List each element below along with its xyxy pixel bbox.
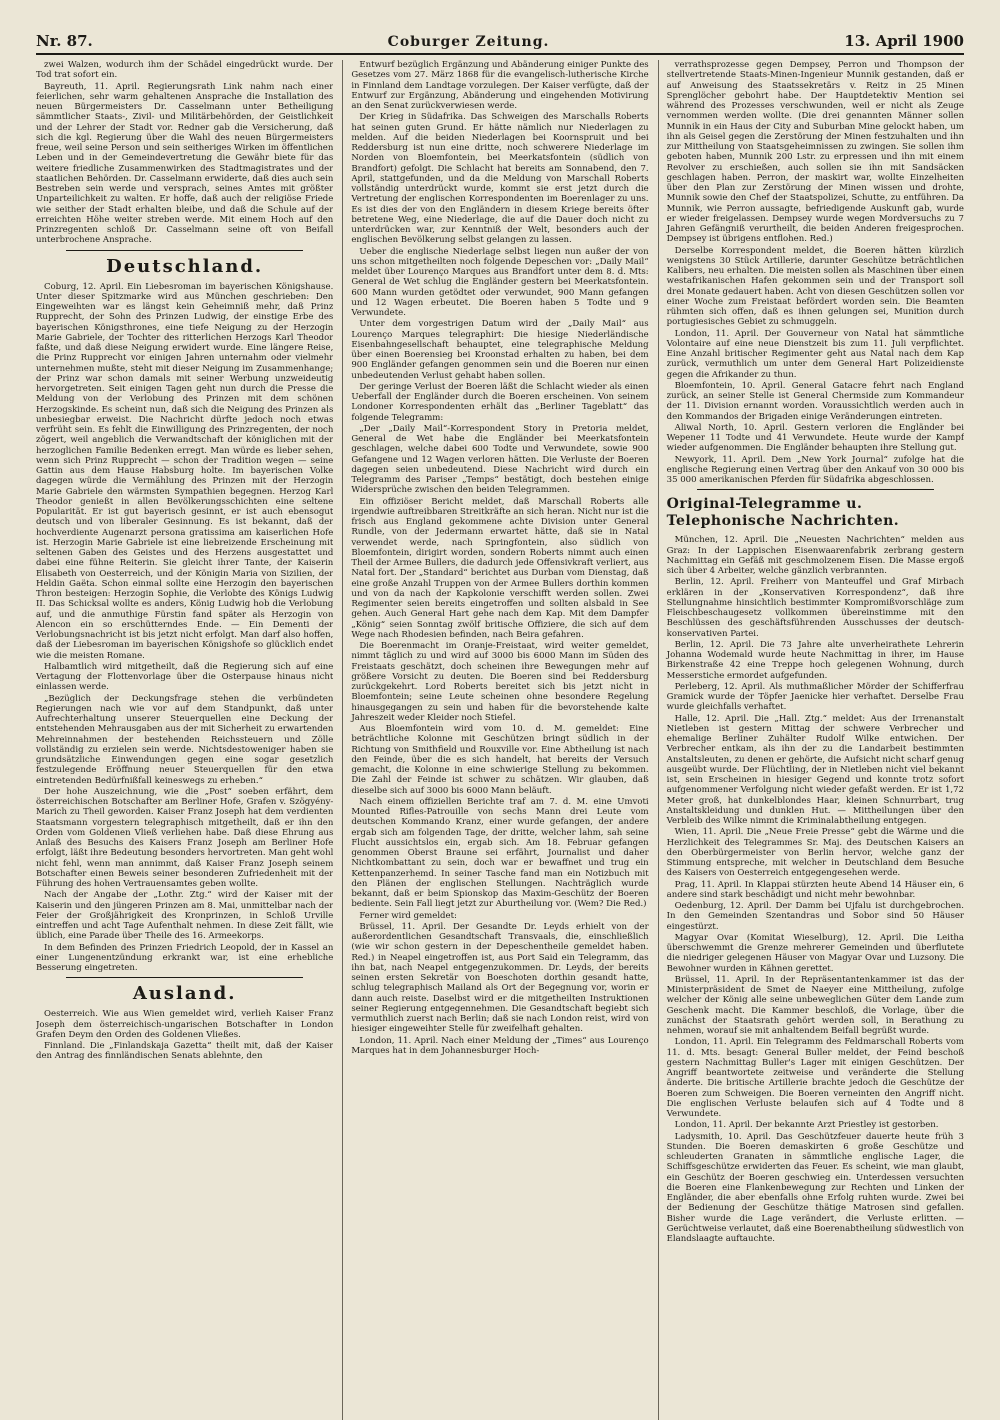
article-paragraph: Brüssel, 11. April. In der Repräsentantenkammer ist das der Ministerpräsident de Smet de Naeyer eine Mittheilung, zufolge welcher der König alle seine unbeweglichen Güter dem Lande zum Geschenk macht. Die Kammer beschloß, die Vorlage, über die zunächst der Staatsrath gehört werden soll, in Berathung zu nehmen, worauf sie mit anhaltendem Beifall begrüßt wurde. [666,974,964,1036]
article-paragraph: zwei Walzen, wodurch ihm der Schädel eingedrückt wurde. Der Tod trat sofort ein. [36,60,334,81]
article-paragraph: München, 12. April. Die „Neuesten Nachrichten“ melden aus Graz: In der Lappischen Eisenwaarenfabrik zerbrang gestern Nachmittag ein Gefäß mit geschmolzenem Eisen. Die Masse ergoß sich über 4 Arbeiter, welche gänzlich verbrannten. [666,535,964,576]
column-3 [658,60,964,1420]
article-paragraph: Magyar Ovar (Komitat Wieselburg), 12. April. Die Leitha überschwemmt die Grenze mehrerer Gemeinden und überflutete die niedriger gelegenen Häuser von Magyar Ovar und Luzsony. Die Bewohner wurden in Kähnen gerettet. [666,932,964,974]
masthead [36,28,964,55]
article-paragraph: verrathsprozesse gegen Dempsey, Perron und Thompson der stellvertretende Staats-Minen-Ingenieur Munnik gestanden, daß er auf Anweisung des Staatssekretärs v. Reitz in 25 Minen Sprenglöcher gebohrt habe. Der Hauptdetektiv Mention sei während des Prozesses verschwunden, weil er nicht als Zeuge vernommen werden wollte. (Die drei genannten Männer sollen Munnik in ein Haus der City and Suburban Mine gelockt haben, um ihn als Geisel gegen die Zerstörung der Minen festzuhalten und ihn zur Mittheilung von Staatsgeheimnissen zu zwingen. Sie sollen ihm geboten haben, Munnik 200 Lstr. zu erpressen und ihn mit einem Revolver zu erschießen, auch sollen sie ihn mit Sandsäcken geschlagen haben. Perron, der maskirt war, wollte Einzelheiten über den Plan zur Zerstörung der Minen wissen und drohte, Munnik sowie den Chef der Staatspolizei, Schutte, zu entführen. Da Munnik, wie Perron aussagte, befriedigende Auskunft gab, wurde er wieder freigelassen. Dempsey wurde wegen Mordversuchs zu 7 Jahren Gefängniß verurtheilt, die beiden Anderen freigesprochen. Dempsey ist übrigens entflohen. Red.) [666,60,964,245]
article-paragraph: Aliwal North, 10. April. Gestern verloren die Engländer bei Wepener 11 Todte und 41 Verwundete. Heute wurde der Kampf wieder aufgenommen. Die Engländer behaupten ihre Stellung gut. [666,422,964,454]
article-paragraph: London, 11. April. Nach einer Meldung der „Times“ aus Lourenço Marques hat in dem Johannesburger Hoch- [351,1035,649,1056]
divider [66,977,303,978]
article-columns [36,60,964,1420]
article-paragraph: Derselbe Korrespondent meldet, die Boeren hätten kürzlich wenigstens 30 Stück Artillerie, darunter Geschütze beträchtlichen Kalibers, neu erhalten. Die meisten sollen als Maschinen über einen westafrikanischen Hafen gekommen sein und der Transport soll drei Monate gedauert haben. Acht von diesen Geschützen sollen vor einer Woche zum Freistaat befördert worden sein. Die Beamten rühmten sich offen, daß es ihnen gelungen sei, Munition durch portugiesisches Gebiet zu schmuggeln. [666,245,964,328]
article-paragraph: Aus Bloemfontein wird vom 10. d. M. gemeldet: Eine beträchtliche Kolonne mit Geschützen bringt südlich in der Richtung von Smithfield und Rouxville vor. Eine Abtheilung ist nach den Feinde, über die es sich handelt, hat bereits der Versuch gemacht, die Kolonne in eine schwierige Stellung zu bekommen. Die Zahl der Feinde ist schwer zu schätzen. Wir glauben, daß dieselbe sich auf 3000 bis 6000 Mann beläuft. [351,724,649,796]
article-paragraph: Oesterreich. Wie aus Wien gemeldet wird, verlieh Kaiser Franz Joseph dem österreichisch-ungarischen Botschafter in London Grafen Deym den Orden des Goldenen Vließes. [36,1009,334,1040]
section-heading-ausland: Ausland. [132,983,237,1005]
article-paragraph: Ein offiziöser Bericht meldet, daß Marschall Roberts alle irgendwie auftreibbaren Streitkräfte an sich heran. Nicht nur ist die frisch aus England gekommene achte Division unter General Rundle, von der Jedermann erwartet hätte, daß sie in Natal verwendet werde, nach Springfontein, also südlich von Bloemfontein, dirigirt worden, sondern Roberts nimmt auch einen Theil der Armee Bullers, die dadurch jede Offensivkraft verliert, aus Natal fort. Der „Standard“ berichtet aus Durban vom Dienstag, daß eine große Anzahl Truppen von der Armee Bullers dorthin kommen und von da nach der Kapkolonie verschifft werden sollen. Zwei Regimenter seien bereits eingetroffen und sollten alsbald in See gehen. Auch General Hart gehe nach dem Kap. Mit dem Dampfer „König“ seien Sonntag zwölf britische Offiziere, die sich auf dem Wege nach Rhodesien befinden, nach Beira gefahren. [351,496,649,640]
article-paragraph: Der Krieg in Südafrika. Das Schweigen des Marschalls Roberts hat seinen guten Grund. Er hätte nämlich nur Niederlagen zu melden. Auf die beiden Niederlagen bei Koornspruit und bei Reddersburg ist nun eine dritte, noch schwerere Niederlage im Norden von Bloemfontein, bei Meerkatsfontein (südlich von Brandfort) gefolgt. Die Schlacht hat bereits am Sonnabend, den 7. April, stattgefunden, und da die Meldung von Marschall Roberts vollständig unterdrückt wurde, kommt sie erst jetzt durch die Vertretung der englischen Korrespondenten im Boerenlager zu uns. Es ist dies der von den Engländern in diesem Kriege bereits öfter betretene Weg, eine Niederlage, die auf die Dauer doch nicht zu unterdrücken war, zur Kenntniß der Welt, besonders auch der englischen Bevölkerung selbst gelangen zu lassen. [351,112,649,246]
article-paragraph: London, 11. April. Der Gouverneur von Natal hat sämmtliche Volontaire auf eine neue Dienstzeit bis zum 11. Juli verpflichtet. Eine Anzahl britischer Regimenter geht aus Natal nach dem Kap zurück, vermuthlich um unter dem General Hart Polizeidienste gegen die Afrikander zu thun. [666,328,964,380]
article-paragraph: Bloemfontein, 10. April. General Gatacre fehrt nach England zurück, an seiner Stelle ist General Chermside zum Kommandeur der 11. Division ernannt worden. Voraussichtlich werden auch in den Kommandos der Brigaden einige Veränderungen eintreten. [666,380,964,422]
article-paragraph: Coburg, 12. April. Ein Liebesroman im bayerischen Königshause. Unter dieser Spitzmarke wird aus München geschrieben: Den Eingeweihten war es längst kein Geheimniß mehr, daß Prinz Rupprecht, der Sohn des Prinzen Ludwig, der einstige Erbe des bayerischen Königsthrones, eine tiefe Neigung zu der Herzogin Marie Gabriele, der Tochter des ritterlichen Herzogs Karl Theodor faßte, und daß diese Neigung erwidert wurde. Eine längere Reise, die Prinz Rupprecht vor einigen Jahren unternahm oder vielmehr unternehmen mußte, steht mit dieser Neigung im Zusammenhange; der Prinz war schon damals mit seiner Werbung unzweideutig hervorgetreten. Seit einigen Tagen geht nun durch die Presse die Meldung von der Verlobung des Prinzen mit dem schönen Herzogskinde. Es scheint nun, daß sich die Neigung des Prinzen als unbesiegbar erweist. Die Nachricht dürfte jedoch noch etwas verfrüht sein. Es fehlt die Einwilligung des Prinzregenten, der noch zögert, weil angeblich die Verwandtschaft der königlichen mit der herzoglichen Familie Bedenken erregt. Man würde es lieber sehen, wenn sich Prinz Rupprecht — schon der Tradition wegen — seine Gattin aus dem Hause Habsburg holte. Im bayerischen Volke dagegen würde die Vermählung des Prinzen mit der Herzogin Marie Gabriele den wärmsten Sympathien begegnen. Herzog Karl Theodor genießt in allen Bevölkerungsschichten eine seltene Popularität. Er ist gut bayerisch gesinnt, er ist auch ebensogut deutsch und von liberaler Gesinnung. Es ist bekannt, daß der hochverdiente Augenarzt persona gratissima am kaiserlichen Hofe ist. Herzogin Marie Gabriele ist eine liebreizende Erscheinung mit seltenen Gaben des Geistes und des Herzens ausgestattet und dabei eine fühne Reiterin. Sie gleicht ihrer Tante, der Kaiserin Elisabeth von Oesterreich, und der Königin Maria von Sizilien, der Heldin Gaëta. Schon einmal sollte eine Herzogin den bayerischen Thron besteigen: Herzogin Sophie, die Verlobte des Königs Ludwig II. Das Schicksal wollte es anders, König Ludwig hob die Verlobung auf, und die anmuthige Fürstin fand später als Herzogin von Alencon ein so erschütterndes Ende. — Ein Dementi der Verlobungsnachricht ist bis jetzt nicht erfolgt. Man darf also hoffen, daß der Liebesroman im bayerischen Königshofe so glücklich endet wie die meisten Romane. [36,281,334,661]
article-paragraph: Der hohe Auszeichnung, wie die „Post“ soeben erfährt, dem österreichischen Botschafter am Berliner Hofe, Grafen v. Szögyény-Marich zu Theil geworden. Kaiser Franz Joseph hat dem verdienten Staatsmann vorgestern telegraphisch mitgetheilt, daß er ihn den Orden vom Goldenen Vließ verliehen habe. Daß diese Ehrung aus Anlaß des Besuchs des Kaisers Franz Joseph am Berliner Hofe erfolgt, läßt ihre Bedeutung besonders hervortreten. Man geht wohl nicht fehl, wenn man annimmt, daß Kaiser Franz Joseph seinem Botschafter einen Beweis seiner besonderen Zufriedenheit mit der Führung des hohen Vertrauensamtes geben wollte. [36,786,334,889]
article-paragraph: Ladysmith, 10. April. Das Geschützfeuer dauerte heute früh 3 Stunden. Die Boeren demaskirten 6 große Geschütze und schleuderten Granaten in sämmtliche englische Lager, die Schiffsgeschütze erwiderten das Feuer. Es scheint, wie man glaubt, ein Geschütz der Boeren geschwieg ein. Unterdessen versuchten die Boeren eine Flankenbewegung zur Rechten und Linken der Engländer, die aber ebenfalls ohne Erfolg ruhten wurde. Zwei bei der Bedienung der Geschütze thätige Matrosen sind gefallen. Bisher wurde die Lage verändert, die Verluste erlitten. — Gerüchtweise verlautet, daß eine Boerenabtheilung südwestlich von Elandslaagte auftauchte. [666,1131,964,1244]
article-paragraph: Nach einem offiziellen Berichte traf am 7. d. M. eine Umvoti Mounted Rifles-Patrouille von sechs Mann drei Leute vom deutschen Kommando Kranz, einer wurde gefangen, der andere ergab sich am folgenden Tage, der dritte, welcher lahm, sah seine Flucht aussichtslos ein, ergab sich. Am 18. Februar gefangen genommen Oberst Braune sei erfährt, Journalist und daher Nichtkombattant zu sein, doch war er bewaffnet und trug ein Kettenpanzerhemd. In seiner Tasche fand man ein Notizbuch mit den Plänen der englischen Stellungen. Nachträglich wurde bekannt, daß er beim Spionskop das Maxim-Geschütz der Boeren bediente. Sein Fall liegt jetzt zur Aburtheilung vor. (Wem? Die Red.) [351,796,649,910]
article-paragraph: Halbamtlich wird mitgetheilt, daß die Regierung sich auf eine Vertagung der Flottenvorlage über die Osterpause hinaus nicht einlassen werde. [36,661,334,693]
article-paragraph: Wien, 11. April. Die „Neue Freie Presse“ gebt die Wärme und die Herzlichkeit des Telegrammes Sr. Maj. des Deutschen Kaisers an den Oberbürgermeister von Berlin hervor, welche ganz der Stimmung entspreche, mit welcher in Deutschland dem Besuche des Kaisers von Oesterreich entgegengesehen werde. [666,827,964,879]
issue-date: 13. April 1900 [844,32,964,50]
article-paragraph: In dem Befinden des Prinzen Friedrich Leopold, der in Kassel an einer Lungenentzündung erkrankt war, ist eine erhebliche Besserung eingetreten. [36,942,334,973]
article-paragraph: „Der „Daily Mail“-Korrespondent Story in Pretoria meldet, General de Wet habe die Engländer bei Meerkatsfontein geschlagen, welche dabei 600 Todte und Verwundete, sowie 900 Gefangene und 12 Wagen verloren hätten. Die Verluste der Boeren dagegen seien unbedeutend. Diese Nachricht wird durch ein Telegramm des Pariser „Temps“ bestätigt, doch bestehen einige Widersprüche zwischen den beiden Telegrammen. [351,423,649,496]
article-paragraph: Berlin, 12. April. Die 73 Jahre alte unverheirathete Lehrerin Johanna Wodemald wurde heute Nachmittag in ihrer, im Hause Birkenstraße 42 eine Treppe hoch gelegenen Wohnung, durch Messerstiche ermordet aufgefunden. [666,639,964,681]
article-paragraph: Halle, 12. April. Die „Hall. Ztg.“ meldet: Aus der Irrenanstalt Nietleben ist gestern Mittag der schwere Verbrecher und ehemalige Berliner Zuhälter Rudolf Wilke entwichen. Der Verbrecher entkam, als ihn der zu die Landarbeit bestimmten Anstaltsleuten, zu denen er gehörte, die Aufsicht nicht scharf genug ausgeübt wurde. Der Flüchtling, der in Nietleben nicht viel bekannt ist, sein Erscheinen in hiesiger Gegend und konnte trotz sofort aufgenommener Verfolgung nicht wieder gefaßt werden. Er ist 1,72 Meter groß, hat dunkelblondes Haar, kleinen Schnurrbart, trug Anstaltskleidung und dunklen Hut. — Mittheilungen über den Verbleib des Wilke nimmt die Kriminalabtheilung entgegen. [666,713,964,826]
article-paragraph: Perleberg, 12. April. Als muthmaßlicher Mörder der Schifferfrau Gramick wurde der Töpfer Jaenicke hier verhaftet. Derselbe Frau wurde gleichfalls verhaftet. [666,681,964,713]
article-paragraph: Die Boerenmacht im Oranje-Freistaat, wird weiter gemeldet, nimmt täglich zu und wird auf 3000 bis 6000 Mann im Süden des Freistaats geschätzt, doch scheinen ihre Bewegungen mehr auf größere Vorsicht zu deuten. Die Boeren sind bei Reddersburg zurückgekehrt. Lord Roberts bereitet sich bis jetzt nicht in Bloemfontein; seine Leute scheinen ohne besondere Regelung hinausgegangen zu sein und haben für die bevorstehende kalte Jahreszeit weder Kleider noch Stiefel. [351,641,649,723]
newspaper-title: Coburger Zeitung. [387,34,550,50]
article-paragraph: Nach der Angabe der „Lothr. Ztg.“ wird der Kaiser mit der Kaiserin und den jüngeren Prinzen am 8. Mai, unmittelbar nach der Feier der Großjährigkeit des Kronprinzen, in Schloß Urville eintreffen und acht Tage Aufenthalt nehmen. In diese Zeit fällt, wie üblich, eine Parade über Theile des 16. Armeekorps. [36,890,334,942]
article-paragraph: Brüssel, 11. April. Der Gesandte Dr. Leyds erhielt von der außerordentlichen Gesandtschaft Transvaals, die, einschließlich (wie wir schon gestern in der Depeschentheile gemeldet haben. Red.) in Neapel eingetroffen ist, aus Port Said ein Telegramm, das ihn bat, nach Neapel entgegenzukommen. Dr. Leyds, der bereits seinen ersten Sekretär von Boeschoten dorthin gesandt hatte, schlug telegraphisch Mailand als Ort der Begegnung vor, worin er dann auch reiste. Daselbst wird er die mitgetheilten Instruktionen seiner Regierung entgegennehmen. Die Gesandtschaft begiebt sich vermuthlich zuerst nach Berlin; daß sie nach London reist, wird von hiesiger eingeweihter Stelle für zweifelhaft gehalten. [351,921,649,1035]
divider [697,489,934,490]
article-paragraph: London, 11. April. Der bekannte Arzt Priestley ist gestorben. [674,1120,939,1131]
article-paragraph: Berlin, 12. April. Freiherr von Manteuffel und Graf Mirbach erklären in der „Konservativen Korrespondenz“, daß ihre Stellungnahme hinsichtlich bestimmter Kompromißvorschläge zum Fleischbeschaugesetz vollkommen übereinstimme mit den Beschlüssen des geschäftsführenden Ausschusses der deutsch-konservativen Partei. [666,577,964,639]
section-heading-deutschland: Deutschland. [106,255,264,277]
article-paragraph: Oedenburg, 12. April. Der Damm bei Ujfalu ist durchgebrochen. In den Gemeinden Szentandras und Sobor sind 50 Häuser eingestürzt. [666,901,964,932]
article-paragraph: London, 11. April. Ein Telegramm des Feldmarschall Roberts vom 11. d. Mts. besagt: General Buller meldet, der Feind beschoß gestern Nachmittag Buller's Lager mit einigen Geschützen. Der Angriff beantwortete zeitweise und veränderte die Stellung änderte. Die britische Artillerie brachte jedoch die Geschütze der Boeren zum Schweigen. Die Boeren verneinten den Angriff nicht. Die englischen Verluste belaufen sich auf 4 Todte und 8 Verwundete. [666,1037,964,1119]
article-paragraph: Bayreuth, 11. April. Regierungsrath Link nahm nach einer feierlichen, sehr warm gehaltenen Ansprache die Installation des neuen Bürgermeisters Dr. Casselmann unter Betheiligung sämmtlicher Staats-, Zivil- und Militärbehörden, der Geistlichkeit und der Lehrer der Stadt vor. Redner gab die Versicherung, daß sich die kgl. Regierung über die Wahl des neuen Bürgermeisters freue, weil seine Person und sein seitheriges Wirken im öffentlichen Leben und in der Gemeindevertretung die Gewähr biete für das weitere friedliche Zusammenwirken des Stadtmagistrates und der staatlichen Behörden. Dr. Casselmann erwiderte, daß dies auch sein Bestreben sein werde und versprach, seines Amtes mit größter Unparteilichkeit zu walten. Er hoffe, daß auch der religiöse Friede wie seither der Stadt erhalten bleibe, und daß die Schule auf der erreichten Höhe weiter streben werde. Mit einem Hoch auf den Prinzregenten schloß Dr. Casselmann seine oft von Beifall unterbrochene Ansprache. [36,81,334,246]
article-paragraph: Newyork, 11. April. Dem „New York Journal“ zufolge hat die englische Regierung einen Vertrag über den Ankauf von 30 000 bis 35 000 amerikanischen Pferden für Südafrika abgeschlossen. [666,454,964,485]
article-paragraph: Prag, 11. April. In Klappai stürzten heute Abend 14 Häuser ein, 6 andere sind stark beschädigt und nicht mehr bewohnbar. [666,879,964,900]
divider [66,250,303,251]
issue-number: Nr. 87. [36,32,93,50]
article-paragraph: Unter dem vorgestrigen Datum wird der „Daily Mail“ aus Lourenço Marques telegraphirt: Die hiesige Niederländische Eisenbahngesellschaft behauptet, eine telegraphische Meldung über einen Boerensieg bei Kroonstad erhalten zu haben, bei dem 900 Engländer gefangen genommen sein und die Boeren nur einen unbedeutenden Verlust gehabt haben sollen. [351,319,649,381]
section-heading-telegramme: Original-Telegramme u. Telephonische Nachrichten. [666,496,900,530]
article-paragraph: „Bezüglich der Deckungsfrage stehen die verbündeten Regierungen nach wie vor auf dem Standpunkt, daß unter Aufrechterhaltung unserer Steuerquellen eine Deckung der entstehenden Mehrausgaben aus der mit Sicherheit zu erwartenden Mehreinnahmen der bestehenden Reichssteuern und Zölle vollständig zu erzielen sein werde. Nichtsdestoweniger haben sie grundsätzliche Einwendungen gegen eine sogar gesetzlich festzulegende Eröffnung neuer Steuerquellen für den etwa eintretenden Bedürfnißfall keineswegs zu erheben.“ [36,693,334,786]
article-paragraph: Finnland. Die „Finlandskaja Gazetta“ theilt mit, daß der Kaiser den Antrag des finnländischen Senats ablehnte, den [36,1041,334,1062]
column-2 [342,60,648,1420]
article-paragraph: Entwurf bezüglich Ergänzung und Abänderung einiger Punkte des Gesetzes vom 27. März 1868 für die evangelisch-lutherische Kirche in Finnland dem Landtage vorzulegen. Der Kaiser verfügte, daß der Entwurf zur Ergänzung, Abänderung und eingehenden Motivirung an den Senat zurückverwiesen werde. [351,60,649,111]
article-paragraph: Ferner wird gemeldet: [359,910,457,921]
article-paragraph: Ueber die englische Niederlage selbst liegen nun außer der von uns schon mitgetheilten noch folgende Depeschen vor: „Daily Mail“ meldet über Lourenço Marques aus Brandfort unter dem 8. d. Mts: General de Wet schlug die Engländer gestern bei Meerkatsfontein. 600 Mann wurden getödtet oder verwundet, 900 Mann gefangen und 12 Wagen erbeutet. Die Boeren haben 5 Todte und 9 Verwundete. [351,246,649,318]
column-1 [36,60,333,1420]
article-paragraph: Der geringe Verlust der Boeren läßt die Schlacht wieder als einen Ueberfall der Engländer durch die Boeren erscheinen. Von seinem Londoner Korrespondenten erhält das „Berliner Tageblatt“ das folgende Telegramm: [351,381,649,423]
